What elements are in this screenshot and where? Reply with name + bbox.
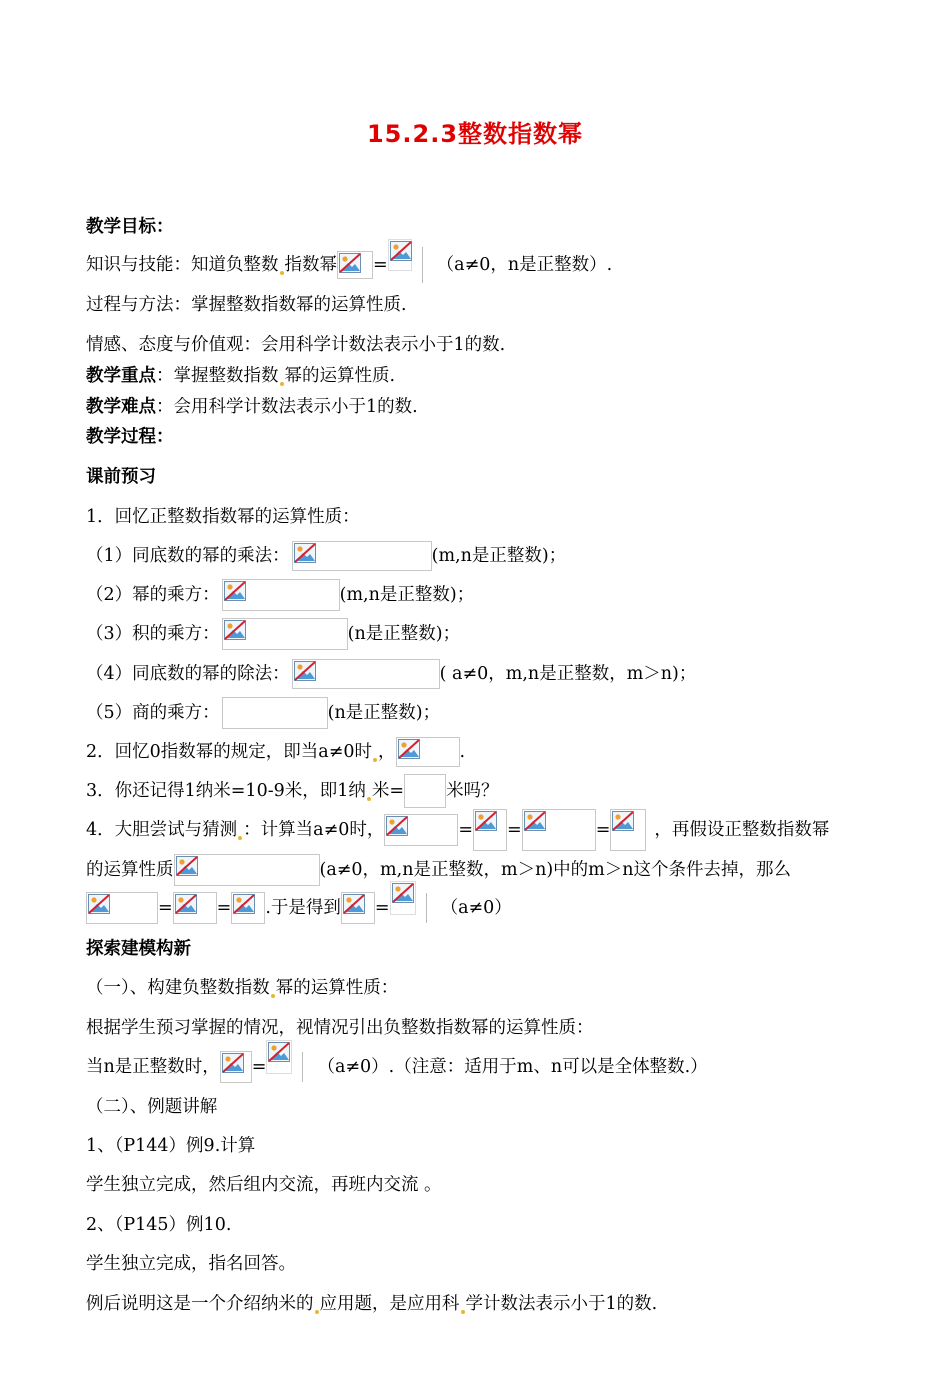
objective-attitude: 情感、态度与价值观：会用科学计数法表示小于1的数. (86, 335, 506, 355)
formula-image (86, 892, 158, 924)
question-1: 1．回忆正整数指数幂的运算性质： (86, 507, 360, 527)
divider (422, 247, 423, 283)
question-1-3: （3）积的乘方： (n是正整数)； (86, 619, 460, 649)
broken-image-icon (224, 620, 246, 640)
broken-image-icon (343, 894, 365, 914)
formula-image (404, 774, 446, 808)
broken-image-icon (475, 811, 497, 831)
page-title: 15.2.3整数指数幂 (366, 120, 584, 148)
broken-image-icon (294, 543, 316, 563)
broken-image-icon (390, 241, 412, 261)
formula-image (396, 737, 460, 767)
divider (302, 1052, 303, 1082)
question-4-result: = = .于是得到 = （a≠0） (86, 893, 512, 923)
formula-image (174, 854, 320, 886)
preview-heading: 课前预习 (86, 467, 156, 487)
example-1: 1、（P144）例9.计算 (86, 1136, 256, 1156)
question-1-1: （1）同底数的幂的乘法： (m,n是正整数)； (86, 541, 566, 571)
formula-image (341, 892, 375, 924)
question-1-5: （5）商的乘方： (n是正整数)； (86, 698, 440, 728)
formula-image (384, 814, 458, 846)
broken-image-icon (175, 894, 197, 914)
formula-image (220, 1051, 252, 1083)
broken-image-icon (612, 811, 634, 831)
broken-image-icon (524, 811, 546, 831)
example-note: 例后说明这是一个介绍纳米的 应用题，是应用科 学计数法表示小于1的数. (86, 1294, 658, 1314)
question-2: 2．回忆0指数幂的规定，即当a≠0时 ， . (86, 737, 465, 767)
process-heading: 教学过程： (86, 427, 174, 447)
formula-image (266, 1040, 292, 1074)
broken-image-icon (339, 253, 361, 273)
example-2-text: 学生独立完成，指名回答。 (86, 1254, 296, 1274)
question-4-continued: 的运算性质 (a≠0，m,n是正整数，m＞n)中的m＞n这个条件去掉，那么 (86, 855, 791, 885)
example-1-text: 学生独立完成，然后组内交流，再班内交流 。 (86, 1175, 442, 1195)
formula-image (390, 881, 416, 915)
broken-image-icon (386, 816, 408, 836)
broken-image-icon (392, 883, 414, 903)
section-1-title: （一）、构建负整数指数 幂的运算性质： (86, 978, 399, 998)
divider (426, 893, 427, 923)
key-point: 教学重点 ：掌握整数指数 幂的运算性质. (86, 366, 396, 386)
section-1-formula: 当n是正整数时， = （a≠0）.（注意：适用于m、n可以是全体整数.） (86, 1052, 708, 1082)
objective-knowledge: 知识与技能：知道负整数 指数幂 = （a≠0，n是正整数）. (86, 250, 612, 280)
formula-image (231, 892, 265, 924)
broken-image-icon (88, 894, 110, 914)
section-2-title: （二）、例题讲解 (86, 1097, 218, 1117)
broken-image-icon (222, 1053, 244, 1073)
formula-image (222, 579, 340, 611)
example-2: 2、（P145）例10. (86, 1215, 232, 1235)
formula-image (222, 697, 328, 729)
formula-image (292, 541, 432, 571)
formula-image (388, 239, 412, 271)
question-3: 3．你还记得1纳米=10-9米，即1纳 米= 米吗？ (86, 776, 499, 806)
broken-image-icon (233, 894, 255, 914)
objective-process: 过程与方法：掌握整数指数幂的运算性质. (86, 295, 407, 315)
broken-image-icon (224, 581, 246, 601)
formula-image (522, 809, 596, 851)
section-1-text: 根据学生预习掌握的情况，视情况引出负整数指数幂的运算性质： (86, 1018, 594, 1038)
objectives-heading: 教学目标： (86, 217, 174, 237)
formula-image (473, 809, 507, 851)
formula-image (337, 251, 373, 279)
formula-image (610, 809, 646, 851)
broken-image-icon (398, 739, 420, 759)
question-1-2: （2）幂的乘方： (m,n是正整数)； (86, 580, 474, 610)
formula-image (173, 892, 217, 924)
formula-image (222, 618, 348, 650)
explore-heading: 探索建模构新 (86, 939, 191, 959)
question-4: 4．大胆尝试与猜测 ：计算当a≠0时， = = = ，再假设正整数指数幂 (86, 815, 829, 845)
question-1-4: （4）同底数的幂的除法： ( a≠0，m,n是正整数，m＞n)； (86, 659, 696, 689)
broken-image-icon (294, 661, 316, 681)
formula-image (292, 659, 440, 689)
broken-image-icon (268, 1042, 290, 1062)
broken-image-icon (176, 856, 198, 876)
difficulty-point: 教学难点 ：会用科学计数法表示小于1的数. (86, 397, 418, 417)
